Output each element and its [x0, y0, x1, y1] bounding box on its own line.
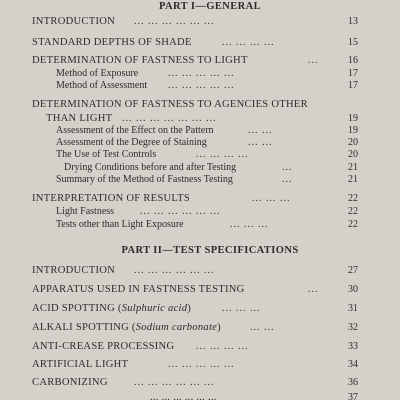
toc-entry-title: ACID SPOTTING ( — [32, 303, 122, 314]
toc-leader: ... ... — [250, 322, 275, 333]
toc-leader: ... ... ... ... ... ... ... — [122, 113, 217, 124]
toc-entry-italic-note: Sulphuric acid — [121, 303, 188, 314]
toc-leader: ... ... ... — [230, 219, 269, 230]
toc-subentry — [0, 206, 400, 220]
toc-page-number: 22 — [348, 193, 358, 204]
toc-page-number: 19 — [348, 125, 358, 136]
toc-entry-title: ... ... ... ... ... ... — [150, 392, 217, 400]
toc-leader: ... ... ... — [252, 193, 291, 204]
toc-entry — [0, 16, 400, 30]
toc-entry-suffix: ) — [187, 303, 192, 314]
toc-leader: ... ... ... ... ... ... — [134, 265, 215, 276]
toc-entry-partial — [0, 392, 400, 400]
toc-entry-title: DETERMINATION OF FASTNESS TO AGENCIES OTHER — [32, 99, 308, 110]
toc-page-number: 31 — [348, 303, 358, 314]
toc-leader: ... ... ... ... ... — [168, 359, 235, 370]
toc-page-number: 37 — [348, 392, 358, 400]
toc-entry — [0, 341, 400, 355]
toc-page-number: 16 — [348, 55, 358, 66]
toc-page-number: 20 — [348, 149, 358, 160]
toc-page-number: 13 — [348, 16, 358, 27]
toc-entry — [0, 37, 400, 51]
toc-entry — [0, 359, 400, 373]
toc-entry-title: Tests other than Light Exposure — [56, 219, 184, 230]
toc-leader: ... ... ... — [222, 303, 261, 314]
toc-entry — [0, 193, 400, 207]
toc-entry-title: Method of Assessment — [56, 80, 148, 91]
toc-page-number: 34 — [348, 359, 358, 370]
toc-leader: ... ... — [248, 125, 273, 136]
toc-entry-suffix: ) — [217, 322, 221, 333]
toc-subentry — [0, 149, 400, 163]
toc-page-number: 17 — [348, 80, 358, 91]
toc-page-number: 21 — [348, 162, 358, 173]
toc-page-number: 19 — [348, 113, 358, 124]
toc-leader: ... ... ... ... ... — [168, 68, 235, 79]
toc-entry-italic-note: Sodium carbonate — [135, 322, 218, 333]
toc-entry-title: INTRODUCTION — [32, 265, 116, 276]
toc-leader: ... ... ... ... ... — [168, 80, 235, 91]
toc-page-number: 15 — [348, 37, 358, 48]
toc-entry — [0, 55, 400, 69]
toc-entry-title: ARTIFICIAL LIGHT — [32, 359, 129, 370]
toc-subentry — [0, 219, 400, 233]
toc-leader: ... ... ... ... ... ... — [140, 206, 221, 217]
toc-page-number: 20 — [348, 137, 358, 148]
toc-entry — [0, 322, 400, 336]
toc-entry-title: Drying Conditions before and after Testing — [64, 162, 237, 173]
toc-subentry — [0, 174, 400, 188]
toc-page-number: 30 — [348, 284, 358, 295]
toc-subentry — [0, 80, 400, 94]
toc-entry-title: The Use of Test Controls — [56, 149, 157, 160]
toc-entry — [0, 377, 400, 391]
toc-entry-title: INTERPRETATION OF RESULTS — [32, 193, 191, 204]
toc-entry-title: ANTI-CREASE PROCESSING — [32, 341, 175, 352]
toc-page-number: 33 — [348, 341, 358, 352]
toc-page-number: 36 — [348, 377, 358, 388]
toc-leader: ... ... ... ... — [222, 37, 275, 48]
toc-entry-title: Assessment of the Degree of Staining — [56, 137, 207, 148]
toc-leader: ... — [282, 174, 293, 185]
toc-page-number: 27 — [348, 265, 358, 276]
toc-page-number: 22 — [348, 219, 358, 230]
toc-page-number: 32 — [348, 322, 358, 333]
toc-entry-title: DETERMINATION OF FASTNESS TO LIGHT — [32, 55, 248, 66]
part-one-heading: PART I—GENERAL — [159, 1, 261, 12]
toc-entry — [0, 303, 400, 317]
part-two-heading: PART II—TEST SPECIFICATIONS — [121, 245, 299, 256]
toc-entry-title: INTRODUCTION — [32, 16, 116, 27]
toc-page-number: 22 — [348, 206, 358, 217]
toc-leader: ... ... ... ... ... ... — [134, 16, 215, 27]
toc-leader: ... ... ... ... ... ... — [134, 377, 215, 388]
toc-leader: ... ... ... ... — [196, 149, 249, 160]
toc-leader: ... — [282, 162, 293, 173]
toc-entry-title: Summary of the Method of Fastness Testing — [56, 174, 233, 185]
toc-leader: ... — [308, 55, 319, 66]
toc-entry-title: APPARATUS USED IN FASTNESS TESTING — [32, 284, 245, 295]
toc-entry-title: Assessment of the Effect on the Pattern — [56, 125, 214, 136]
toc-entry — [0, 284, 400, 298]
toc-entry-title: THAN LIGHT — [46, 113, 113, 124]
toc-entry — [0, 99, 400, 113]
toc-entry-title: Method of Exposure — [56, 68, 139, 79]
toc-page-number: 21 — [348, 174, 358, 185]
toc-entry-title: STANDARD DEPTHS OF SHADE — [32, 37, 192, 48]
toc-leader: ... — [308, 284, 319, 295]
toc-page-number: 17 — [348, 68, 358, 79]
toc-leader: ... ... ... ... — [196, 341, 249, 352]
toc-leader: ... ... — [248, 137, 273, 148]
toc-entry-title: ALKALI SPOTTING ( — [32, 322, 136, 333]
toc-entry-title: Light Fastness — [56, 206, 115, 217]
toc-entry — [0, 265, 400, 279]
toc-entry-title: CARBONIZING — [32, 377, 108, 388]
